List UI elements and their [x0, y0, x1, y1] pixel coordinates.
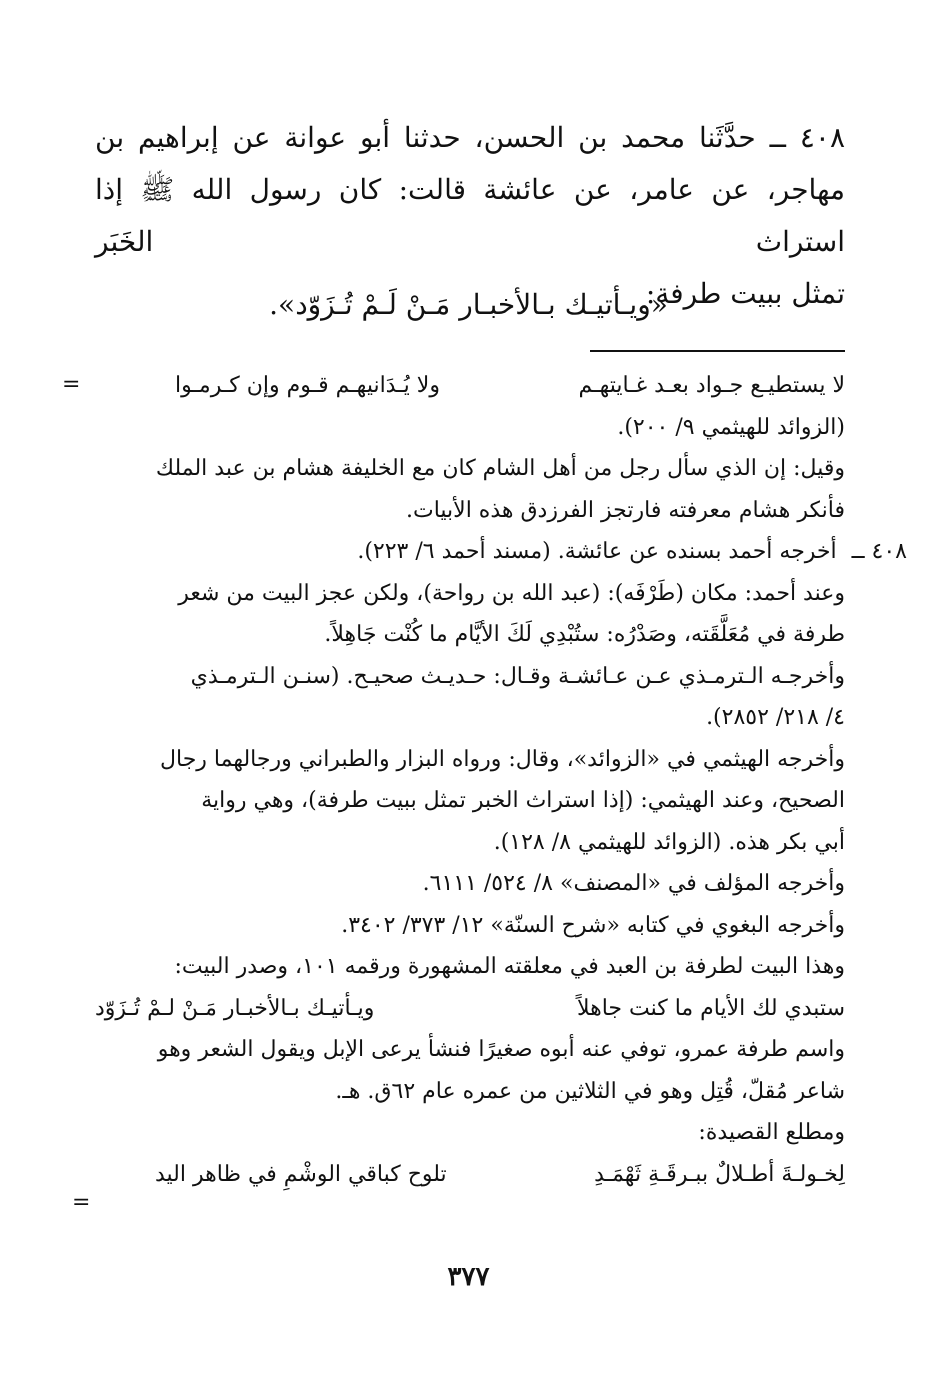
- footnote-line: ٤/ ٢١٨/ ٢٨٥٢).: [706, 705, 845, 730]
- footnote-line: وأخرجه الهيثمي في «الزوائد»، وقال: ورواه البزار والطبراني ورجالهما رجال: [160, 746, 845, 772]
- footnote-line: واسم طرفة عمرو، توفي عنه أبوه صغيرًا فنشأ يرعى الإبل ويقول الشعر وهو: [157, 1037, 845, 1062]
- footnote-line: وأخرجه البغوي في كتابه «شرح السنّة» ١٢/ ٣٧٣/ ٣٤٠٢.: [341, 912, 845, 938]
- hadith-line-2: مهاجر، عن عامر، عن عائشة قالت: كان رسول الله ﷺ إذا استراث الخَبَر: [95, 173, 845, 258]
- footnote-line: وهذا البيت لطرفة بن العبد في معلقته المشهورة ورقمه ١٠١، وصدر البيت:: [174, 954, 845, 979]
- footnote-line: شاعر مُقلّ، قُتِل وهو في الثلاثين من عمره عام ٦٢ق. هـ.: [335, 1078, 845, 1104]
- footnote-line: وعند أحمد: مكان (طَرْفَه): (عبد الله بن رواحة)، ولكن عجز البيت من شعر: [178, 580, 845, 606]
- footnote-verse-2: [95, 988, 845, 1030]
- footnote-verse-3: [95, 1154, 845, 1196]
- footnote-line: الصحيح، وعند الهيثمي: (إذا استراث الخبر تمثل ببيت طرفة)، وهي رواية: [201, 788, 845, 813]
- page-number: ٣٧٧: [447, 1262, 490, 1292]
- verse-3-first-hemistich: لِخـولـةَ أطـلالٌ ببـرقَـةِ ثَهْمَـدِ: [594, 1161, 845, 1187]
- footnote-number: ٤٠٨ ــ: [851, 539, 907, 564]
- verse-2-first-hemistich: ستبدي لك الأيام ما كنت جاهلاً: [576, 995, 845, 1021]
- hadith-line-1: ٤٠٨ ــ حدَّثَنا محمد بن الحسن، حدثنا أبو عوانة عن إبراهيم بن: [95, 121, 845, 154]
- verse-1-first-hemistich: لا يستطيـع جـواد بعـد غـايتهـم: [578, 373, 845, 398]
- footnote-line: ومطلع القصيدة:: [698, 1120, 845, 1145]
- footnote-line: وأخرجه المؤلف في «المصنف» ٨/ ٥٢٤/ ٦١١١.: [422, 871, 845, 896]
- verse-3-second-hemistich: تلوح كباقي الوشْمِ في ظاهر اليد: [155, 1161, 447, 1187]
- footnote-line: أبي بكر هذه. (الزوائد للهيثمي ٨/ ١٢٨).: [493, 829, 845, 855]
- footnotes-section: [95, 365, 907, 1195]
- footnote-line: وأخرجـه الـترمـذي عـن عـائشـة وقـال: حـديـث صحيـح. (سنـن الـترمـذي: [190, 663, 845, 689]
- footnote-408-entry: [95, 531, 907, 573]
- footnote-line: طرفة في مُعَلَّقَته، وصَدْرُه: ستُبْدِي لَكَ الأيَّام ما كُنْت جَاهِلاً.: [324, 622, 845, 647]
- continuation-mark-bottom: =: [72, 1190, 91, 1215]
- footnote-line: فأنكر هشام معرفته فارتجز الفرزدق هذه الأبيات.: [405, 497, 845, 523]
- verse-1-second-hemistich: ولا يُـدَانيهـم قـوم وإن كـرمـوا: [175, 373, 440, 398]
- footnote-divider: [590, 350, 845, 352]
- footnote-verse-1: [95, 365, 845, 407]
- hadith-line-3: تمثل ببيت طرفة:: [645, 277, 845, 310]
- footnote-line: وقيل: إن الذي سأل رجل من أهل الشام كان مع الخليفة هشام بن عبد الملك: [155, 456, 845, 481]
- verse-2-second-hemistich: ويـأتيـك بـالأخبـار مَـنْ لـمْ تُـزَوّد: [95, 995, 375, 1021]
- footnote-408-text: أخرجه أحمد بسنده عن عائشة. (مسند أحمد ٦/ ٢٢٣).: [357, 539, 837, 564]
- footnote-line: (الزوائد للهيثمي ٩/ ٢٠٠).: [617, 414, 845, 440]
- quoted-verse: «ويـأتيـك بـالأخبـار مَـنْ لَـمْ تُـزَوّد».: [269, 288, 668, 321]
- continuation-mark-top: =: [62, 372, 81, 397]
